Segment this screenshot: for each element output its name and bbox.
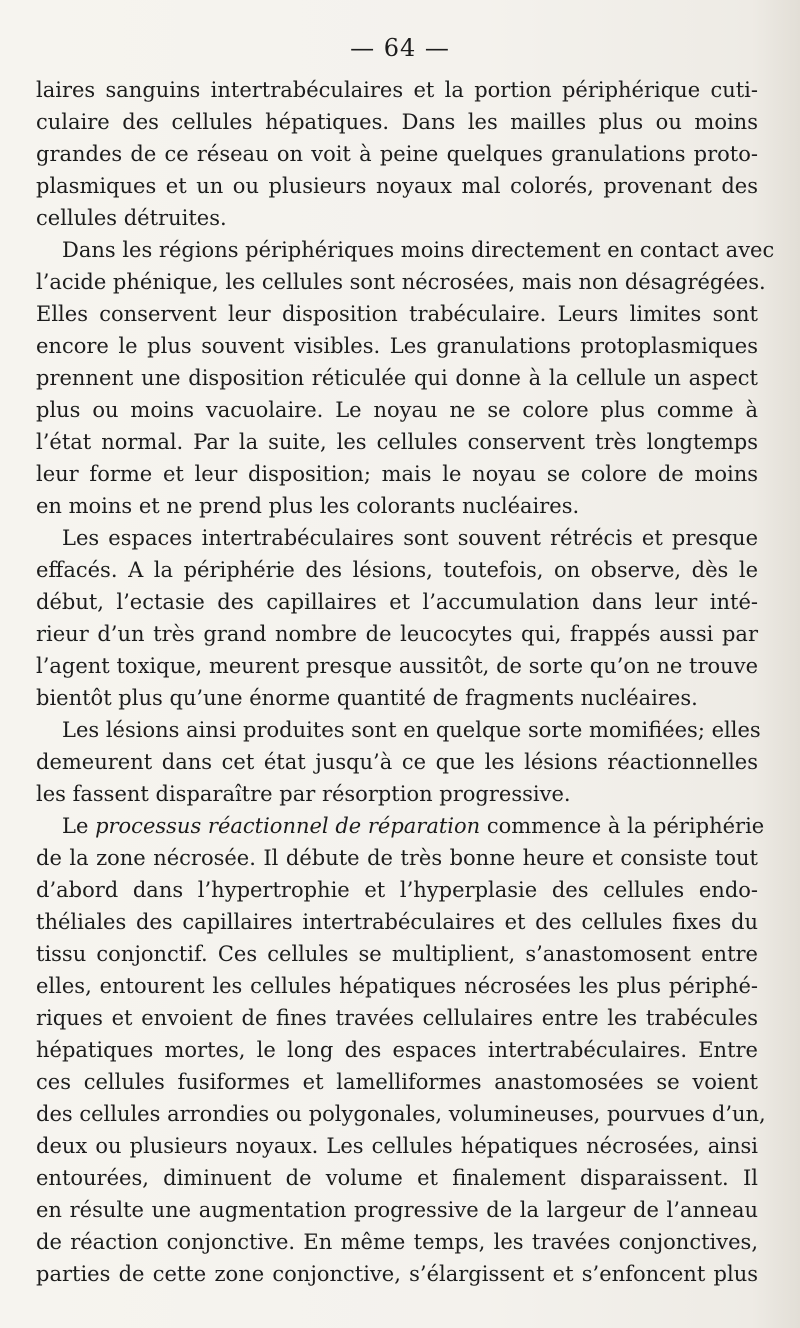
text-line: parties de cette zone conjonctive, s’élargissent et s’enfoncent plus [36,1262,758,1286]
paragraph-intertrabecular-spaces [36,522,758,714]
text-line: Les espaces intertrabéculaires sont souvent rétrécis et presque [62,526,758,550]
text-line: les fassent disparaître par résorption progressive. [36,782,571,806]
text-line: l’agent toxique, meurent presque aussitôt, de sorte qu’on ne trouve [36,654,758,678]
text-line: plasmiques et un ou plusieurs noyaux mal colorés, provenant des [36,174,758,198]
text-line: riques et envoient de fines travées cellulaires entre les trabécules [36,1006,758,1030]
text-line: bientôt plus qu’une énorme quantité de fragments nucléaires. [36,686,698,710]
text-line: ces cellules fusiformes et lamelliformes anastomosées se voient [36,1070,758,1094]
text-line: prennent une disposition réticulée qui donne à la cellule un aspect [36,366,758,390]
text-line: début, l’ectasie des capillaires et l’accumulation dans leur inté- [36,590,758,614]
text-line: culaire des cellules hépatiques. Dans les mailles plus ou moins [36,110,758,134]
text-line: rieur d’un très grand nombre de leucocytes qui, frappés aussi par [36,622,758,646]
paragraph-continuation [36,74,758,234]
text-line: de la zone nécrosée. Il débute de très bonne heure et consiste tout [36,846,758,870]
text-line: hépatiques mortes, le long des espaces intertrabéculaires. Entre [36,1038,758,1062]
text-line: l’acide phénique, les cellules sont nécrosées, mais non désagrégées. [36,270,766,294]
paragraph-repair-process [36,810,766,1290]
text-line: Dans les régions périphériques moins directement en contact avec [62,238,775,262]
text-line: Elles conservent leur disposition trabéculaire. Leurs limites sont [36,302,758,326]
page-number: — 64 — [350,34,450,62]
text-line: l’état normal. Par la suite, les cellules conservent très longtemps [36,430,758,454]
text-fragment: Le [62,814,96,838]
paragraph-mummified-lesions [36,714,761,810]
text-line-with-italic [36,810,765,842]
body-text [36,74,775,1290]
text-line: Les lésions ainsi produites sont en quelque sorte momifiées; elles [62,718,761,742]
text-line: de réaction conjonctive. En même temps, les travées conjonctives, [36,1230,758,1254]
text-line: effacés. A la périphérie des lésions, toutefois, on observe, dès le [36,558,758,582]
text-line: entourées, diminuent de volume et finalement disparaissent. Il [36,1166,758,1190]
text-line: en résulte une augmentation progressive de la largeur de l’anneau [36,1198,758,1222]
text-line: laires sanguins intertrabéculaires et la portion périphérique cuti- [36,78,758,102]
text-line: leur forme et leur disposition; mais le noyau se colore de moins [36,462,758,486]
text-line: tissu conjonctif. Ces cellules se multiplient, s’anastomosent entre [36,942,758,966]
paragraph-peripheral-regions [36,234,775,522]
text-fragment: commence à la périphérie [480,814,765,838]
text-line: en moins et ne prend plus les colorants nucléaires. [36,494,580,518]
text-line: théliales des capillaires intertrabéculaires et des cellules fixes du [36,910,758,934]
text-line: grandes de ce réseau on voit à peine quelques granulations proto- [36,142,758,166]
text-line: d’abord dans l’hypertrophie et l’hyperplasie des cellules endo- [36,878,758,902]
text-line: des cellules arrondies ou polygonales, volumineuses, pourvues d’un, [36,1102,766,1126]
italic-term: processus réactionnel de réparation [95,814,481,838]
text-line: cellules détruites. [36,206,227,230]
text-line: elles, entourent les cellules hépatiques nécrosées les plus périphé- [36,974,758,998]
text-line: encore le plus souvent visibles. Les granulations protoplasmiques [36,334,758,358]
text-line: deux ou plusieurs noyaux. Les cellules hépatiques nécrosées, ainsi [36,1134,758,1158]
text-line: demeurent dans cet état jusqu’à ce que les lésions réactionnelles [36,750,758,774]
text-line: plus ou moins vacuolaire. Le noyau ne se colore plus comme à [36,398,758,422]
